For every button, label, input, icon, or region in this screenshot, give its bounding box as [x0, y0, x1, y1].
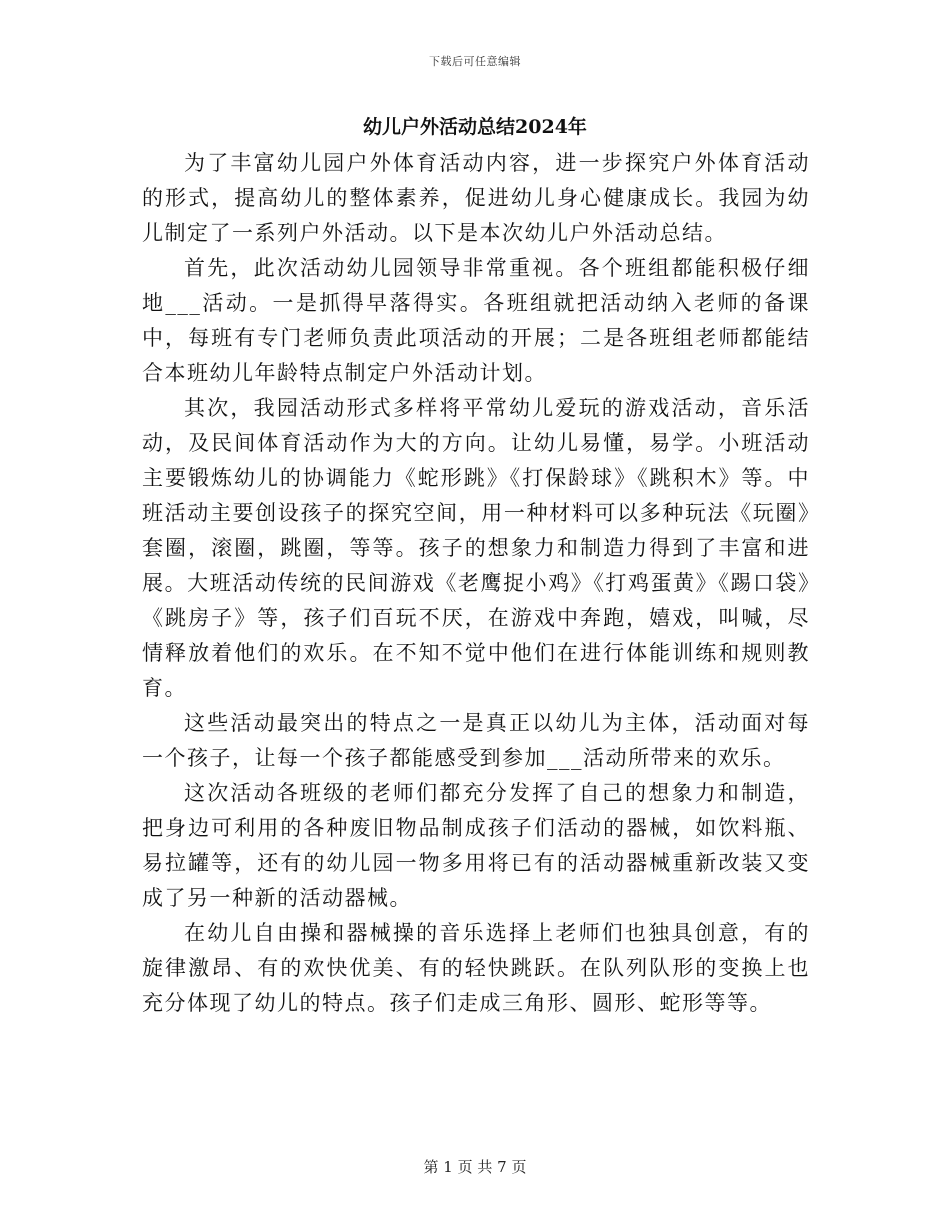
- paragraph-leadership: 首先，此次活动幼儿园领导非常重视。各个班组都能积极仔细地___活动。一是抓得早落得实。各班组就把活动纳入老师的备课中，每班有专门老师负责此项活动的开展；二是各班组老师都能结合本班幼儿年龄特点制定户外活动计划。: [142, 256, 810, 385]
- header-note: 下载后可任意编辑: [429, 55, 521, 68]
- paragraph-activity-forms: 其次，我园活动形式多样将平常幼儿爱玩的游戏活动，音乐活动，及民间体育活动作为大的方向。让幼儿易懂，易学。小班活动主要锻炼幼儿的协调能力《蛇形跳》《打保龄球》《跳积木》等。中班活动主要创设孩子的探究空间，用一种材料可以多种玩法《玩圈》套圈，滚圈，跳圈，等等。孩子的想象力和制造力得到了丰富和进展。大班活动传统的民间游戏《老鹰捉小鸡》《打鸡蛋黄》《踢口袋》《跳房子》等，孩子们百玩不厌，在游戏中奔跑，嬉戏，叫喊，尽情释放着他们的欢乐。在不知不觉中他们在进行体能训练和规则教育。: [142, 396, 810, 700]
- paragraph-intro: 为了丰富幼儿园户外体育活动内容，进一步探究户外体育活动的形式，提高幼儿的整体素养，促进幼儿身心健康成长。我园为幼儿制定了一系列户外活动。以下是本次幼儿户外活动总结。: [142, 151, 810, 245]
- paragraph-music: 在幼儿自由操和器械操的音乐选择上老师们也独具创意，有的旋律激昂、有的欢快优美、有的轻快跳跃。在队列队形的变换上也充分体现了幼儿的特点。孩子们走成三角形、圆形、蛇形等等。: [142, 921, 810, 1015]
- document-body: [142, 146, 810, 1021]
- paragraph-child-centered: 这些活动最突出的特点之一是真正以幼儿为主体，活动面对每一个孩子，让每一个孩子都能感受到参加___活动所带来的欢乐。: [142, 711, 810, 770]
- paragraph-equipment: 这次活动各班级的老师们都充分发挥了自己的想象力和制造，把身边可利用的各种废旧物品制成孩子们活动的器械，如饮料瓶、易拉罐等，还有的幼儿园一物多用将已有的活动器械重新改装又变成了另一种新的活动器械。: [142, 781, 810, 910]
- document-title: 幼儿户外活动总结2024年: [363, 116, 587, 138]
- page-number: 第 1 页 共 7 页: [423, 1158, 527, 1176]
